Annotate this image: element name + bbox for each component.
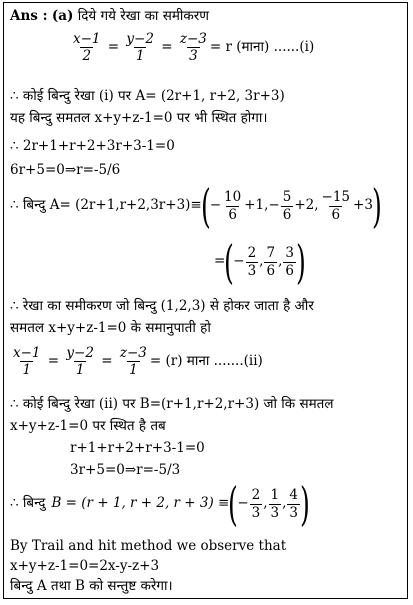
- fraction: $\frac{2}{3}$: [251, 487, 261, 521]
- header-text: दिये गये रेखा का समीकरण: [77, 8, 210, 24]
- fraction: $\frac{4}{3}$: [289, 487, 299, 521]
- part-label: (a): [51, 8, 74, 24]
- right-paren: ): [371, 179, 382, 233]
- left-paren: (: [228, 477, 239, 531]
- fraction-x: $\frac{x-1}{1}$: [13, 345, 41, 379]
- fraction-y: $\frac{y-2}{1}$: [126, 31, 154, 65]
- fraction-x: $\frac{x-1}{2}$: [73, 31, 101, 65]
- left-paren: (: [200, 179, 211, 233]
- text-line: यह बिन्दु समतल x+y+z-1=0 पर भी स्थित होगा।: [10, 110, 268, 126]
- point-a-lead: ∴ बिन्दु A= (2r+1,r+2,3r+3)≡: [10, 197, 202, 214]
- text-line: बिन्दु A तथा B को सन्तुष्ट करेगा।: [10, 578, 173, 594]
- text-line: 6r+5=0⇒r=-5/6: [10, 162, 121, 178]
- text-line: ∴ 2r+1+r+2+3r+3-1=0: [10, 138, 175, 154]
- left-paren: (: [224, 235, 235, 289]
- fraction: $\frac{2}{3}$: [247, 245, 257, 279]
- fraction: $\frac{-15}{6}$: [321, 189, 351, 223]
- fraction: $\frac{10}{6}$: [224, 189, 242, 223]
- text-line: x+y+z-1=0 पर स्थित है तब: [10, 418, 166, 434]
- text-line: x+y+z-1=0=2x-y-z+3: [10, 558, 160, 574]
- fraction: $\frac{7}{6}$: [266, 245, 276, 279]
- point-a-equation: ∴ बिन्दु A= (2r+1,r+2,3r+3)≡ ( − $\frac{10}{6}$ +1, − $\frac{5}{6}$ +2, $\frac{-15}{6}$ +3 ): [10, 179, 382, 233]
- fraction: $\frac{1}{3}$: [270, 487, 280, 521]
- point-b-expr: B = (r + 1, r + 2, r + 3) ≡: [51, 495, 230, 512]
- point-b-equation: ∴ बिन्दु B = (r + 1, r + 2, r + 3) ≡ ( − $\frac{2}{3}$ , $\frac{1}{3}$ , $\frac{4}{3}$ ): [10, 477, 310, 531]
- text-line: r+1+r+2+r+3-1=0: [70, 440, 205, 456]
- point-b-lead: ∴ बिन्दु: [10, 495, 46, 512]
- fraction: $\frac{3}{6}$: [285, 245, 294, 279]
- answer-header: [10, 9, 209, 25]
- text-line: ∴ कोई बिन्दु रेखा (ii) पर B=(r+1,r+2,r+3) जो कि समतल: [10, 396, 334, 412]
- fraction-z: $\frac{z-3}{1}$: [119, 345, 147, 379]
- line-equation-2: $\frac{x-1}{1}$ = $\frac{y-2}{1}$ = $\frac{z-3}{1}$ = (r) माना .......(ii): [13, 345, 263, 379]
- text-line: ∴ कोई बिन्दु रेखा (i) पर A= (2r+1, r+2, 3r+3): [10, 88, 285, 104]
- equation-2-rhs: = (r) माना .......(ii): [149, 352, 263, 369]
- answer-document: [3, 2, 408, 599]
- point-a-result: = ( − $\frac{2}{3}$ , $\frac{7}{6}$ , $\frac{3}{6}$ ): [214, 235, 306, 289]
- ans-label: Ans :: [10, 8, 48, 24]
- right-paren: ): [300, 477, 310, 531]
- text-line: समतल x+y+z-1=0 के समानुपाती हो: [10, 320, 211, 336]
- line-equation-1: $\frac{x-1}{2}$ = $\frac{y-2}{1}$ = $\frac{z-3}{3}$ = r (माना) ......(i): [73, 31, 315, 65]
- text-line: 3r+5=0⇒r=-5/3: [70, 462, 181, 478]
- text-line: ∴ रेखा का समीकरण जो बिन्दु (1,2,3) से होकर जाता है और: [10, 298, 314, 314]
- equation-1-rhs: = r (माना) ......(i): [209, 38, 315, 55]
- text-line: By Trail and hit method we observe that: [10, 538, 287, 554]
- fraction: $\frac{5}{6}$: [282, 189, 292, 223]
- fraction-y: $\frac{y-2}{1}$: [66, 345, 94, 379]
- right-paren: ): [295, 235, 306, 289]
- fraction-z: $\frac{z-3}{3}$: [179, 31, 207, 65]
